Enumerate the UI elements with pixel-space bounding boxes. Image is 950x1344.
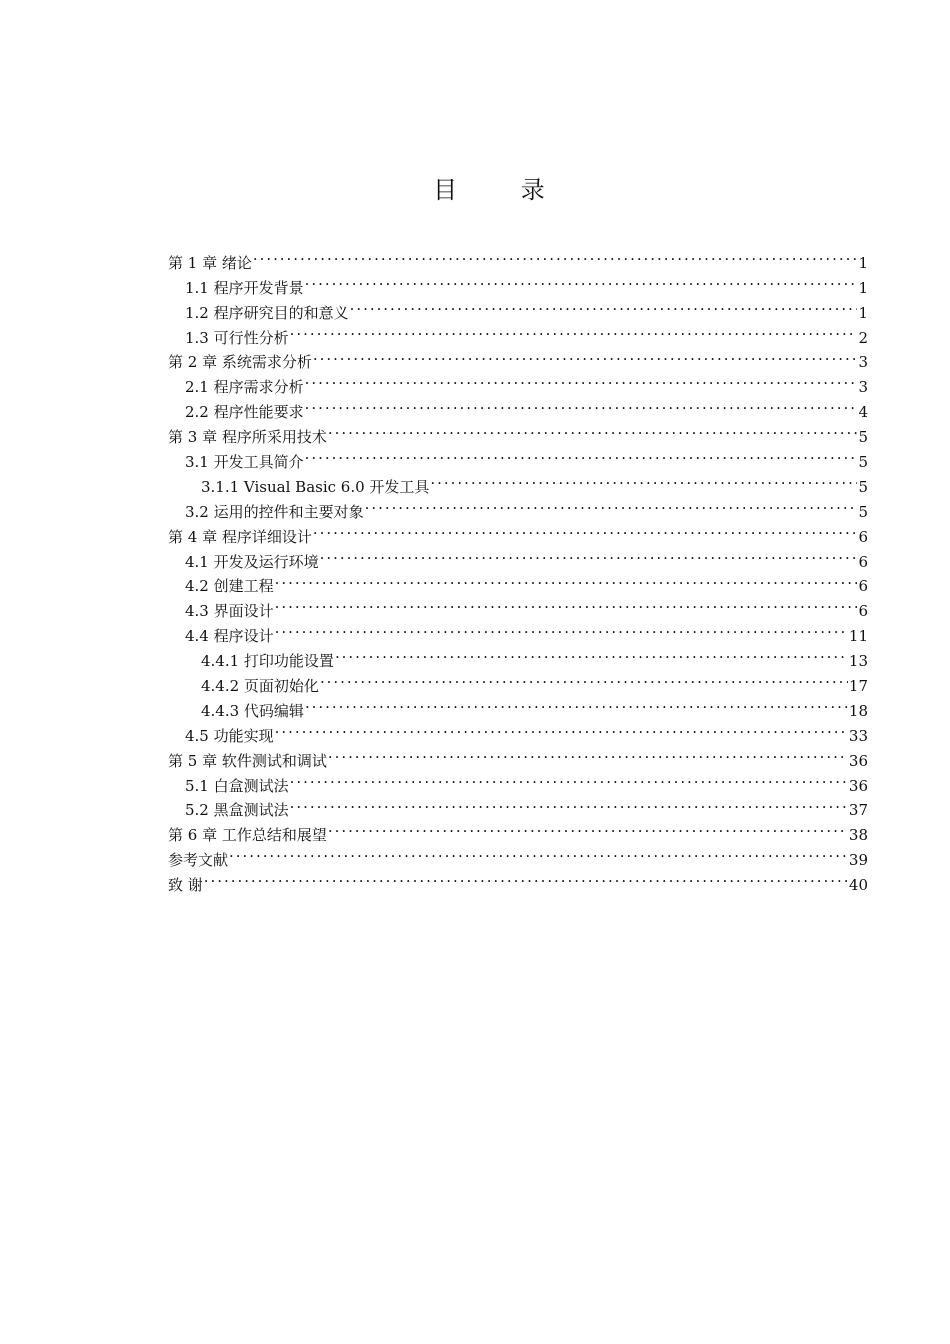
toc-dot-leader [430, 467, 857, 492]
toc-entry-page-number: 11 [848, 627, 868, 646]
toc-entry-page-number: 33 [848, 726, 868, 745]
toc-entry-page-number: 6 [858, 577, 868, 596]
toc-dot-leader [335, 641, 848, 666]
toc-entry-page-number: 36 [848, 776, 868, 795]
toc-entry-page-number: 18 [848, 701, 868, 720]
toc-entry-label: 致 谢 [168, 876, 203, 895]
toc-entry-page-number: 37 [848, 801, 868, 820]
toc-entry[interactable] [168, 840, 868, 870]
toc-dot-leader [328, 741, 848, 766]
toc-entry-page-number: 40 [848, 876, 868, 895]
toc-dot-leader [328, 815, 848, 840]
toc-entry-label: 4.5 功能实现 [185, 726, 274, 745]
toc-dot-leader [290, 766, 848, 791]
toc-entry-page-number: 17 [848, 677, 868, 696]
table-of-contents [168, 243, 868, 895]
toc-entry[interactable] [168, 865, 868, 895]
toc-dot-leader [275, 567, 858, 592]
toc-entry-label: 第 4 章 程序详细设计 [168, 527, 312, 546]
toc-dot-leader [305, 367, 858, 392]
toc-entry-label: 3.1 开发工具简介 [185, 453, 304, 472]
toc-entry-label: 第 1 章 绪论 [168, 253, 252, 272]
toc-entry-page-number: 1 [858, 278, 868, 297]
toc-entry-label: 4.4.2 页面初始化 [201, 677, 319, 696]
toc-entry-label: 第 3 章 程序所采用技术 [168, 428, 327, 447]
toc-dot-leader [290, 791, 848, 816]
toc-dot-leader [313, 517, 858, 542]
toc-entry-page-number: 4 [858, 403, 868, 422]
toc-entry-label: 第 2 章 系统需求分析 [168, 353, 312, 372]
toc-dot-leader [350, 293, 858, 318]
toc-entry-page-number: 6 [858, 552, 868, 571]
toc-entry-label: 1.1 程序开发背景 [185, 278, 304, 297]
toc-entry-label: 3.2 运用的控件和主要对象 [185, 502, 364, 521]
toc-entry-page-number: 5 [858, 453, 868, 472]
toc-dot-leader [253, 243, 858, 268]
toc-entry-page-number: 1 [858, 253, 868, 272]
toc-dot-leader [275, 616, 848, 641]
toc-entry-label: 2.1 程序需求分析 [185, 378, 304, 397]
toc-entry-label: 第 6 章 工作总结和展望 [168, 826, 327, 845]
toc-dot-leader [305, 268, 858, 293]
toc-entry-label: 4.4.3 代码编辑 [201, 701, 304, 720]
toc-entry-page-number: 36 [848, 751, 868, 770]
toc-entry-page-number: 3 [858, 353, 868, 372]
toc-entry-label: 1.3 可行性分析 [185, 328, 289, 347]
toc-entry-label: 2.2 程序性能要求 [185, 403, 304, 422]
toc-dot-leader [204, 865, 848, 890]
toc-title: 目 录 [433, 176, 573, 204]
toc-dot-leader [305, 691, 848, 716]
toc-entry-page-number: 6 [858, 527, 868, 546]
toc-entry-label: 4.1 开发及运行环境 [185, 552, 319, 571]
toc-entry-page-number: 38 [848, 826, 868, 845]
toc-entry-label: 4.3 界面设计 [185, 602, 274, 621]
toc-entry-label: 4.4 程序设计 [185, 627, 274, 646]
toc-dot-leader [275, 716, 848, 741]
toc-entry-label: 3.1.1 Visual Basic 6.0 开发工具 [201, 477, 430, 496]
toc-entry-page-number: 5 [858, 477, 868, 496]
toc-dot-leader [305, 392, 858, 417]
toc-entry-page-number: 5 [858, 428, 868, 447]
toc-entry-page-number: 6 [858, 602, 868, 621]
toc-dot-leader [229, 840, 848, 865]
toc-dot-leader [305, 442, 858, 467]
toc-entry-page-number: 39 [848, 851, 868, 870]
toc-entry-label: 参考文献 [168, 851, 229, 870]
toc-dot-leader [320, 542, 858, 567]
toc-dot-leader [328, 417, 858, 442]
toc-entry-label: 1.2 程序研究目的和意义 [185, 303, 349, 322]
toc-entry-label: 4.2 创建工程 [185, 577, 274, 596]
toc-entry[interactable] [168, 243, 868, 272]
toc-entry-page-number: 5 [858, 502, 868, 521]
toc-dot-leader [275, 591, 858, 616]
toc-entry-label: 5.1 白盒测试法 [185, 776, 289, 795]
toc-entry-label: 第 5 章 软件测试和调试 [168, 751, 327, 770]
toc-entry-label: 5.2 黑盒测试法 [185, 801, 289, 820]
toc-dot-leader [320, 666, 848, 691]
toc-entry-page-number: 1 [858, 303, 868, 322]
toc-dot-leader [290, 318, 858, 343]
toc-entry-page-number: 2 [858, 328, 868, 347]
toc-entry[interactable] [168, 268, 868, 297]
toc-entry-page-number: 13 [848, 652, 868, 671]
toc-dot-leader [365, 492, 858, 517]
toc-entry-label: 4.4.1 打印功能设置 [201, 652, 334, 671]
toc-entry-page-number: 3 [858, 378, 868, 397]
toc-dot-leader [313, 343, 858, 368]
